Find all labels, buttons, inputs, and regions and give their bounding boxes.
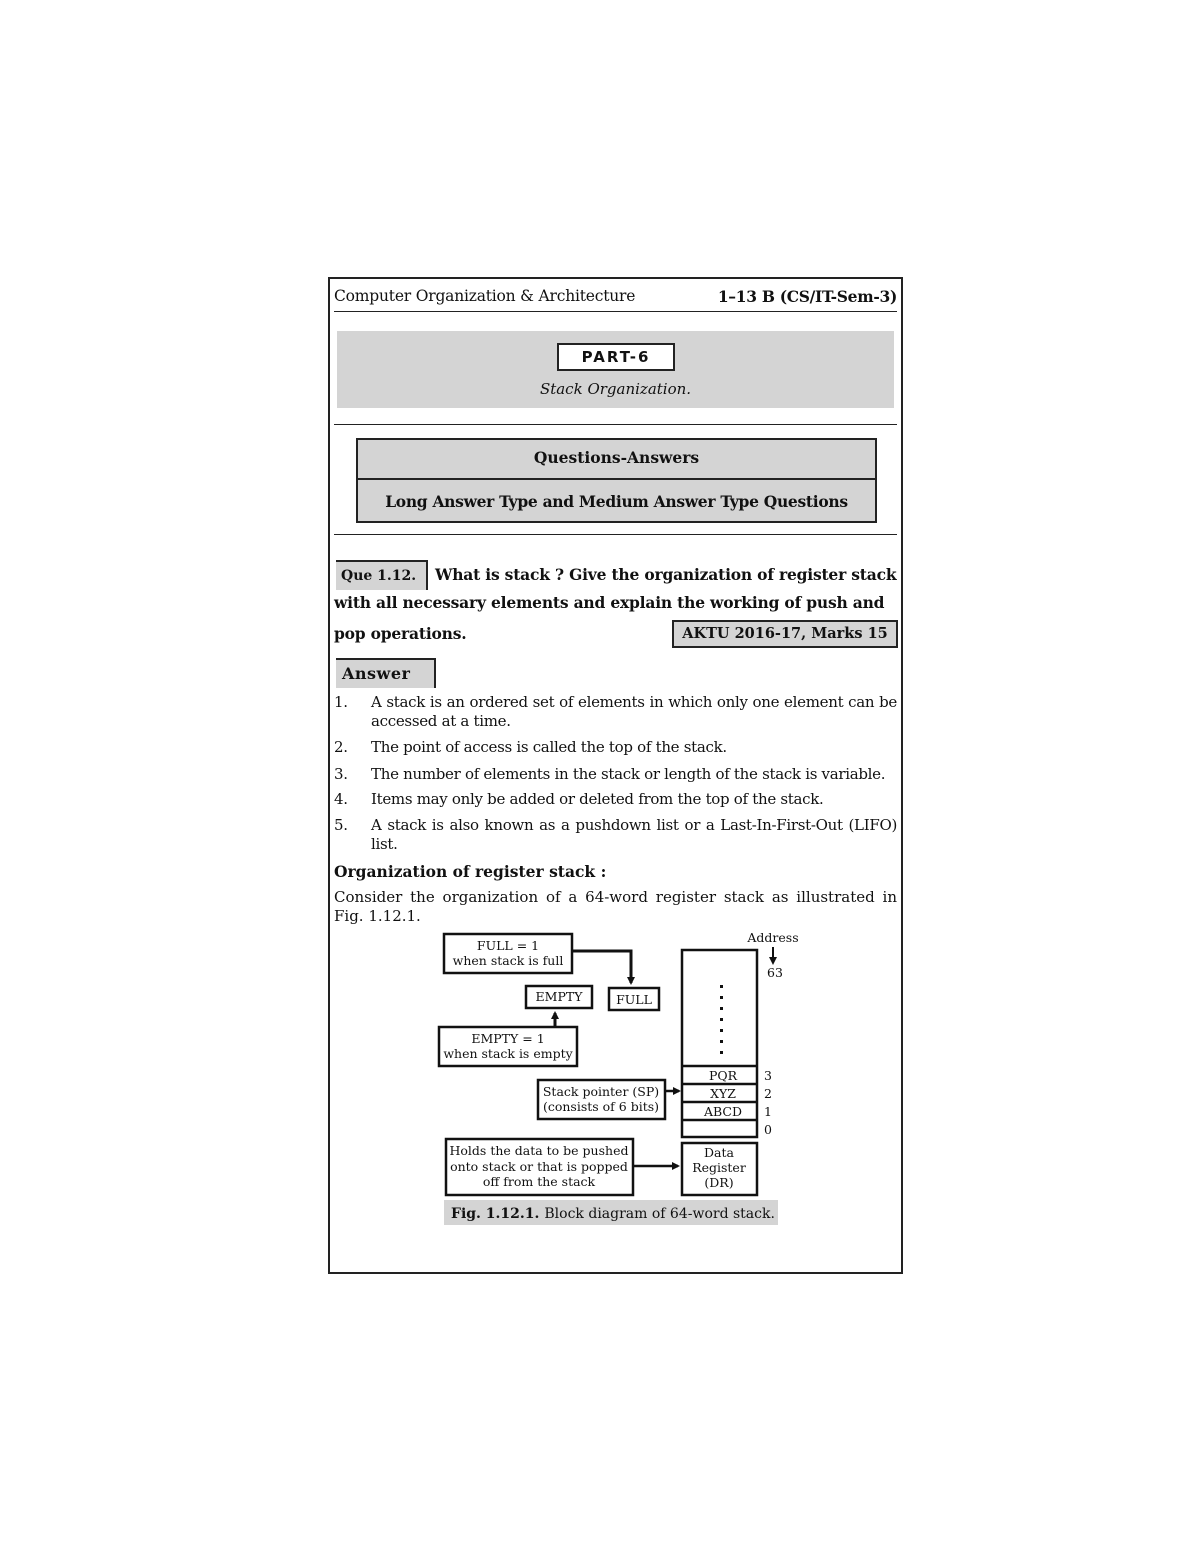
stack-cell-xyz: XYZ [710, 1086, 736, 1101]
point-number: 4. [334, 790, 348, 808]
address-3: 3 [764, 1068, 772, 1083]
empty-note-line-2: when stack is empty [443, 1046, 573, 1061]
point-number: 5. [334, 816, 348, 834]
point-text: Items may only be added or deleted from the top of the stack. [371, 790, 824, 808]
full-arrow [572, 951, 631, 983]
section-heading: Organization of register stack : [334, 862, 607, 881]
full-note-line-1: FULL = 1 [476, 938, 540, 953]
point-number: 2. [334, 738, 348, 756]
address-1: 1 [764, 1104, 772, 1119]
dr-line-3: (DR) [704, 1175, 734, 1190]
full-note-line-2: when stack is full [452, 953, 564, 968]
part-title: Stack Organization. [539, 380, 692, 398]
stack-cell-abcd: ABCD [703, 1104, 743, 1119]
answer-label: Answer [336, 658, 436, 688]
part-label: PART-6 [557, 343, 675, 371]
full-flag-label: FULL [616, 992, 652, 1007]
sp-note-line-1: Stack pointer (SP) [542, 1084, 660, 1099]
empty-flag-label: EMPTY [535, 989, 583, 1004]
empty-note-line-1: EMPTY = 1 [471, 1031, 545, 1046]
data-note-line-1: Holds the data to be pushed [449, 1143, 629, 1158]
dr-line-2: Register [692, 1160, 746, 1175]
qa-title: Questions-Answers [358, 440, 875, 480]
caption-number: Fig. 1.12.1. [451, 1206, 540, 1222]
qa-subtitle: Long Answer Type and Medium Answer Type Questions [385, 492, 848, 511]
book-title: Computer Organization & Architecture [334, 287, 636, 305]
document-page [328, 277, 903, 1274]
address-2: 2 [764, 1086, 772, 1101]
sp-note-line-2: (consists of 6 bits) [542, 1099, 660, 1114]
point-number: 3. [334, 765, 348, 783]
address-0: 0 [764, 1122, 772, 1137]
address-label: Address [747, 930, 799, 945]
point-text: A stack is also known as a pushdown list or a Last-In-First-Out (LIFO) list. [371, 816, 897, 853]
point-text: The number of elements in the stack or length of the stack is variable. [371, 765, 886, 783]
point-text: The point of access is called the top of the stack. [371, 738, 727, 756]
question-tag: Que 1.12. [336, 560, 428, 590]
data-note-line-3: off from the stack [482, 1174, 596, 1189]
exam-source-badge: AKTU 2016-17, Marks 15 [672, 620, 898, 648]
dr-line-1: Data [704, 1145, 734, 1160]
question-line-2: with all necessary elements and explain the working of push and [334, 593, 885, 612]
figure-caption [451, 1206, 775, 1222]
question-line-1: What is stack ? Give the organization of register stack [435, 565, 897, 584]
question-line-3: pop operations. [334, 624, 467, 643]
section-paragraph: Consider the organization of a 64-word register stack as illustrated in Fig. 1.12.1. [334, 888, 897, 925]
address-63: 63 [767, 965, 783, 980]
caption-text: Block diagram of 64-word stack. [544, 1206, 775, 1222]
stack-block-diagram [330, 279, 901, 1272]
stack-cell-pqr: PQR [708, 1068, 738, 1083]
point-text: A stack is an ordered set of elements in which only one element can be accessed at a time. [371, 693, 897, 730]
data-note-line-2: onto stack or that is popped [450, 1159, 628, 1174]
point-number: 1. [334, 693, 348, 711]
page-reference: 1–13 B (CS/IT-Sem-3) [717, 287, 897, 306]
